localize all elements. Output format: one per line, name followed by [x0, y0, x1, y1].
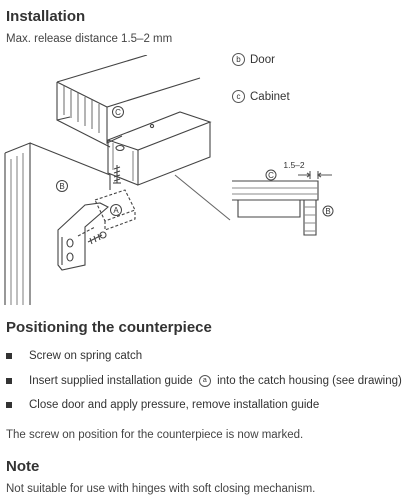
- dimension-label: 1.5–2: [283, 160, 305, 170]
- cabinet-panel: [57, 55, 200, 147]
- label-c-detail: C: [268, 171, 274, 180]
- catch-housing: [108, 112, 210, 185]
- installation-drawing: [0, 55, 413, 305]
- legend-door-label: Door: [250, 53, 275, 66]
- legend-door-symbol: b: [232, 53, 245, 66]
- bullet-icon: [6, 378, 12, 384]
- screw: [113, 165, 121, 183]
- label-c-main: C: [115, 108, 121, 117]
- step-item: [6, 369, 406, 394]
- door-panel: [5, 143, 110, 305]
- note-heading: Note: [6, 458, 40, 475]
- release-distance-text: Max. release distance 1.5–2 mm: [6, 33, 173, 45]
- step-text: Close door and apply pressure, remove installation guide: [29, 399, 320, 412]
- step-text-before: Insert supplied installation guide: [29, 374, 193, 387]
- legend-cabinet-label: Cabinet: [250, 90, 290, 103]
- installation-heading: Installation: [6, 8, 86, 25]
- label-a-guide: A: [113, 206, 119, 215]
- step-text: [29, 375, 402, 387]
- counterpiece-screw: [88, 232, 106, 244]
- positioning-heading: Positioning the counterpiece: [6, 319, 212, 336]
- cross-section-detail: [232, 171, 332, 235]
- result-text: The screw on position for the counterpiece is now marked.: [6, 429, 304, 441]
- step-text: Screw on spring catch: [29, 350, 143, 363]
- label-b-main: B: [59, 182, 65, 191]
- legend-cabinet-symbol: c: [232, 90, 245, 103]
- step-item: [6, 393, 406, 418]
- step-item: [6, 344, 406, 369]
- step-text-after: into the catch housing (see drawing): [217, 374, 402, 387]
- step-guide-symbol: a: [199, 375, 211, 387]
- bullet-icon: [6, 353, 12, 359]
- positioning-steps: [6, 344, 406, 418]
- label-b-detail: B: [325, 207, 331, 216]
- bullet-icon: [6, 402, 12, 408]
- note-text: Not suitable for use with hinges with soft closing mechanism.: [6, 483, 316, 495]
